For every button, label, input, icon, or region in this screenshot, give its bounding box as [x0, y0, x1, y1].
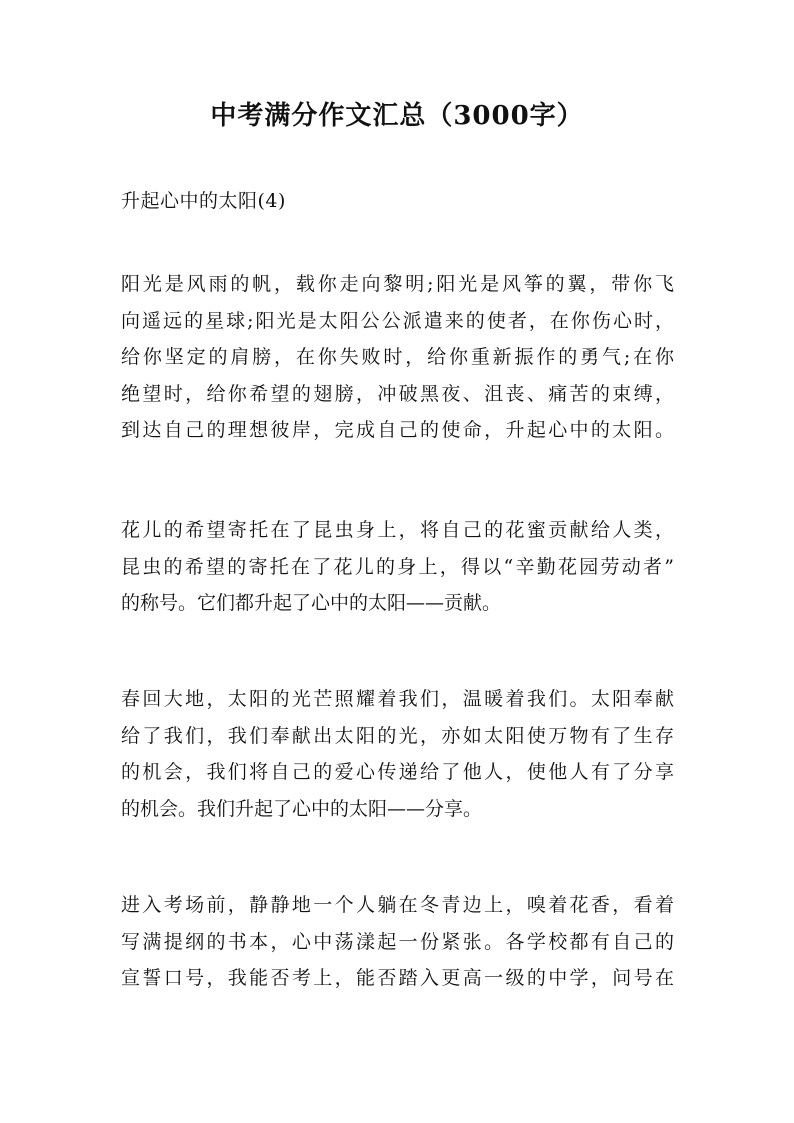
- paragraph-line: 春回大地，太阳的光芒照耀着我们，温暖着我们。太阳奉献: [121, 688, 674, 710]
- paragraph-line: 到达自己的理想彼岸，完成自己的使命，升起心中的太阳。: [121, 419, 674, 441]
- essay-subtitle: 升起心中的太阳(4): [121, 190, 286, 212]
- paragraph-line: 的机会，我们将自己的爱心传递给了他人，使他人有了分享: [121, 761, 674, 783]
- paragraph-line: 给了我们，我们奉献出太阳的光，亦如太阳使万物有了生存: [121, 724, 674, 747]
- paragraph-3: [121, 681, 681, 827]
- paragraph-line: 的称号。它们都升起了心中的太阳——贡献。: [121, 592, 502, 614]
- paragraph-line: 宣誓口号，我能否考上，能否踏入更高一级的中学，问号在: [121, 967, 674, 989]
- paragraph-line: 向遥远的星球;阳光是太阳公公派遣来的使者，在你伤心时，: [121, 309, 674, 332]
- paragraph-line: 写满提纲的书本，心中荡漾起一份紧张。各学校都有自己的: [121, 930, 674, 953]
- paragraph-line: 的机会。我们升起了心中的太阳——分享。: [121, 797, 483, 820]
- paragraph-line: 昆虫的希望的寄托在了花儿的身上，得以“辛勤花园劳动者”: [121, 555, 674, 578]
- document-title: 中考满分作文汇总（3000字）: [210, 101, 584, 131]
- paragraph-1: [121, 266, 681, 449]
- paragraph-line: 给你坚定的肩膀，在你失败时，给你重新振作的勇气;在你: [121, 346, 674, 368]
- paragraph-line: 花儿的希望寄托在了昆虫身上，将自己的花蜜贡献给人类，: [121, 519, 674, 541]
- paragraph-4: [121, 887, 681, 997]
- paragraph-2: [121, 512, 681, 622]
- paragraph-line: 阳光是风雨的帆，载你走向黎明;阳光是风筝的翼，带你飞: [121, 273, 674, 295]
- paragraph-line: 绝望时，给你希望的翅膀，冲破黑夜、沮丧、痛苦的束缚，: [121, 382, 674, 405]
- paragraph-line: 进入考场前，静静地一个人躺在冬青边上，嗅着花香，看着: [121, 894, 674, 916]
